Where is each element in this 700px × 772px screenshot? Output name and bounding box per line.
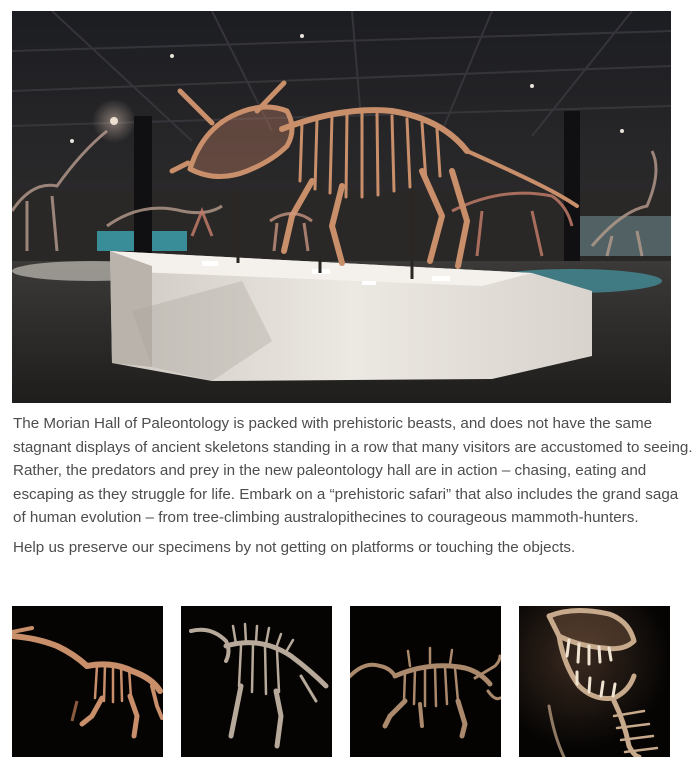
intro-paragraph: The Morian Hall of Paleontology is packed with prehistoric beasts, and does not have the same stagnant displays of ancient skeletons standing in a row that many visitors are accustomed to seeing. Rather, the predators and prey in the new paleontology hall are in action – chasing, eating and escaping as they struggle for life. Embark on a “prehistoric safari” that also includes the grand saga of human evolution – from tree-climbing australopithecines to courageous mammoth-hunters. — [13, 415, 693, 527]
spiked-skeleton-icon — [181, 606, 332, 757]
thumbnail-gallery — [0, 606, 700, 758]
skull-jaws-icon — [519, 606, 670, 757]
long-neck-skeleton-icon — [12, 606, 163, 757]
quadruped-skeleton-icon — [350, 606, 501, 757]
gallery-thumbnail-3[interactable] — [350, 606, 501, 757]
preservation-notice: Help us preserve our specimens by not getting on platforms or touching the objects. — [13, 539, 576, 556]
gallery-thumbnail-2[interactable] — [181, 606, 332, 757]
gallery-thumbnail-1[interactable] — [12, 606, 163, 757]
hero-image — [12, 11, 671, 403]
dinosaur-hall-photo-icon — [12, 11, 671, 403]
gallery-thumbnail-4[interactable] — [519, 606, 670, 757]
